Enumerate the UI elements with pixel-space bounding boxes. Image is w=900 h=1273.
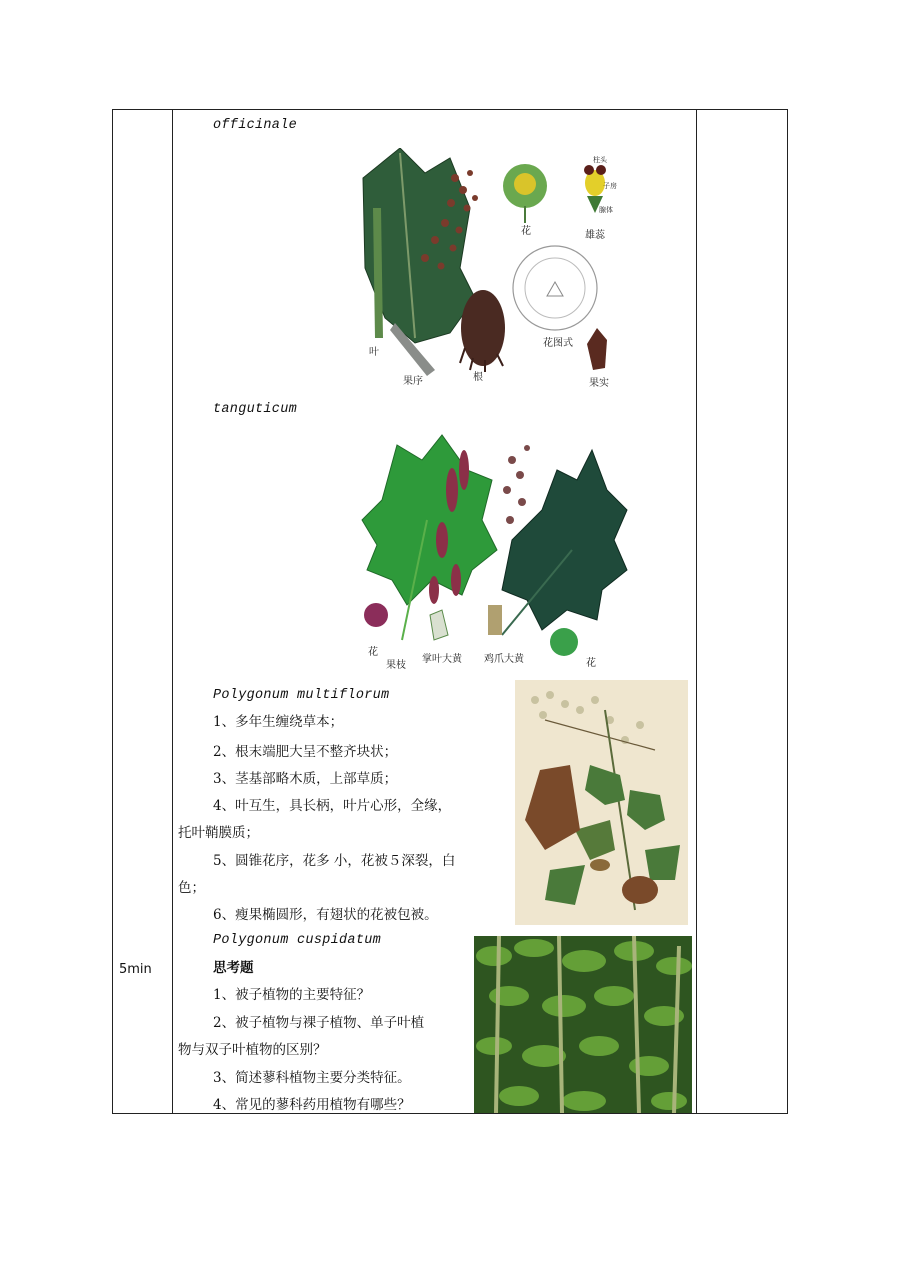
fig1-label-stamen: 雄蕊 [585, 230, 605, 241]
question-2-cont: 物与双子叶植物的区别？ [178, 1042, 327, 1058]
fig2-label-tangut-rhubarb: 鸡爪大黄 [484, 654, 524, 665]
multiflorum-point-4-cont: 托叶鞘膜质； [178, 825, 259, 841]
fig2-label-fruit-branch: 果枝 [386, 660, 406, 670]
multiflorum-point-5: 5、圆锥花序，花多 小，花被５深裂，白 [213, 853, 456, 869]
species-tanguticum-label: tanguticum [213, 402, 298, 417]
question-3: 3、简述蓼科植物主要分类特征。 [213, 1070, 411, 1086]
question-2: 2、被子植物与裸子植物、单子叶植 [213, 1015, 425, 1031]
rheum-tanguticum-illustration [352, 430, 634, 670]
fig2-label-flower-left: 花 [368, 647, 378, 658]
column-divider-1 [172, 110, 173, 1113]
fig1-label-floral-formula: 花图式 [543, 338, 573, 349]
fig1-label-flower: 花 [521, 226, 531, 237]
time-cell: 5min [119, 962, 152, 977]
question-1: 1、被子植物的主要特征？ [213, 987, 371, 1003]
rheum-officinale-illustration [355, 148, 617, 393]
multiflorum-point-1: 1、多年生缠绕草本； [213, 714, 344, 730]
fig2-label-flower-right: 花 [586, 658, 596, 669]
column-divider-2 [696, 110, 697, 1113]
questions-title: 思考题 [213, 960, 254, 976]
multiflorum-point-4: 4、叶互生，具长柄，叶片心形，全缘， [213, 798, 452, 814]
multiflorum-point-5-cont: 色； [178, 880, 205, 896]
species-cuspidatum-label: Polygonum cuspidatum [213, 933, 382, 948]
fig1-label-anther: 柱头 [593, 156, 607, 164]
fig1-label-gland: 腺体 [599, 206, 613, 214]
question-4: 4、常见的蓼科药用植物有哪些？ [213, 1097, 411, 1113]
polygonum-multiflorum-illustration [515, 680, 688, 925]
multiflorum-point-3: 3、茎基部略木质，上部草质； [213, 771, 398, 787]
multiflorum-point-6: 6、瘦果椭圆形，有翅状的花被包被。 [213, 907, 438, 923]
fig2-label-palmate-rhubarb: 掌叶大黄 [422, 654, 462, 665]
polygonum-cuspidatum-photo [474, 936, 692, 1113]
multiflorum-point-2: 2、根末端肥大呈不整齐块状； [213, 744, 398, 760]
fig1-label-leaf: 叶 [369, 347, 379, 358]
species-officinale-label: officinale [213, 118, 298, 133]
fig1-label-ovary: 子房 [603, 182, 617, 190]
fig1-label-infructescence: 果序 [403, 376, 423, 387]
fig1-label-fruit: 果实 [589, 378, 609, 389]
fig1-label-root: 根 [473, 372, 483, 383]
species-multiflorum-label: Polygonum multiflorum [213, 688, 390, 703]
